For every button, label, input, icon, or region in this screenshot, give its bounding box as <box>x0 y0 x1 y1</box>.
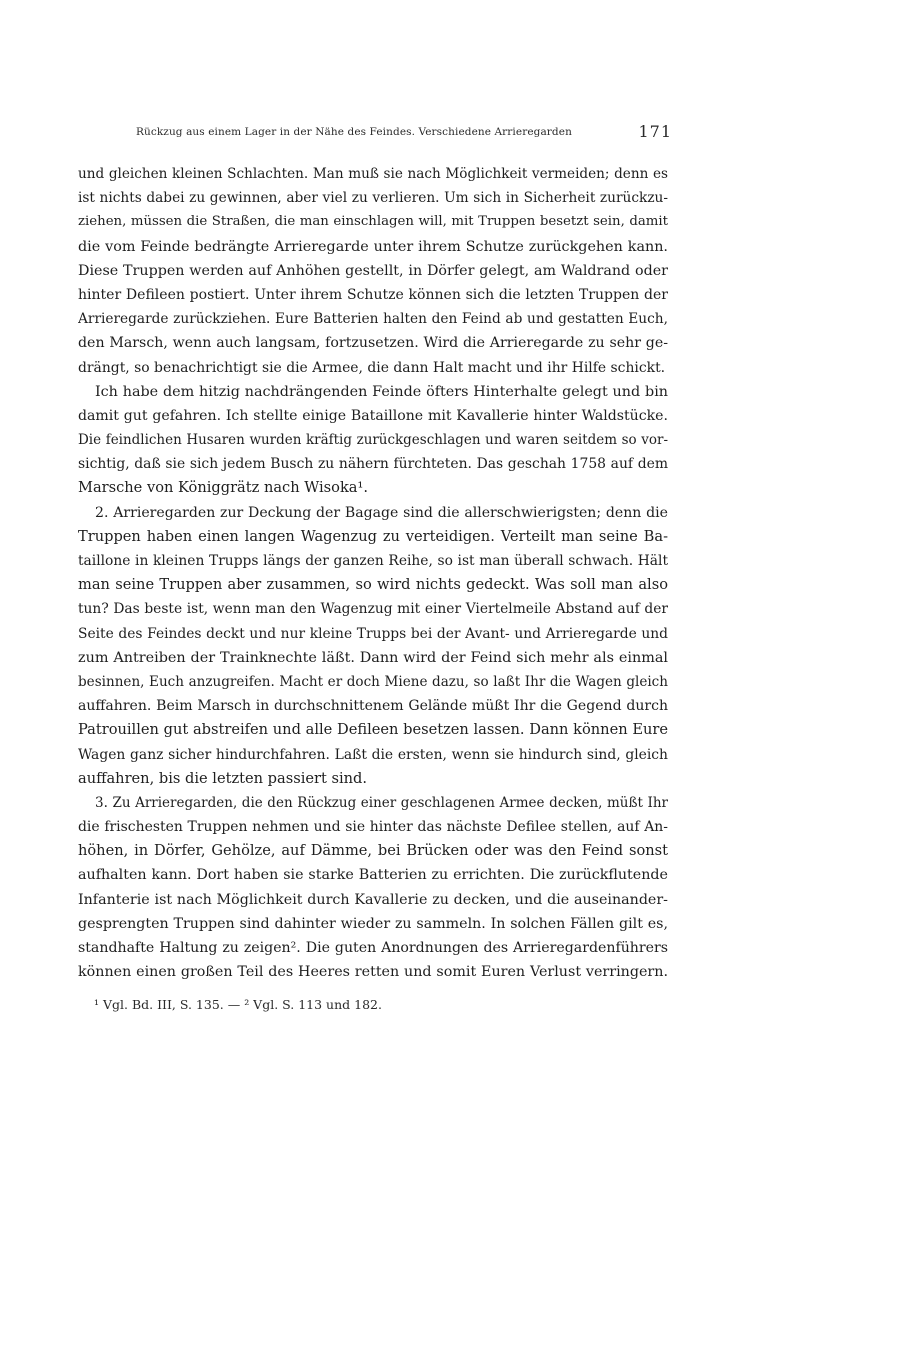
page-number: 171 <box>638 122 672 141</box>
text-line: ziehen, müssen die Straßen, die man einschlagen will, mit Truppen besetzt sein, damit <box>78 214 668 230</box>
text-line: ist nichts dabei zu gewinnen, aber viel zu verlieren. Um sich in Sicherheit zurückzu- <box>78 190 668 207</box>
text-line: auffahren. Beim Marsch in durchschnittenem Gelände müßt Ihr die Gegend durch <box>78 698 668 715</box>
text-line: können einen großen Teil des Heeres retten und somit Euren Verlust verringern. <box>78 964 668 981</box>
paragraph-start-line: 2. Arrieregarden zur Deckung der Bagage sind die allerschwierigsten; denn die <box>95 504 668 521</box>
text-line: Die feindlichen Husaren wurden kräftig zurückgeschlagen und waren seitdem so vor- <box>78 432 668 449</box>
text-line: tun? Das beste ist, wenn man den Wagenzug mit einer Viertelmeile Abstand auf der <box>78 601 668 618</box>
text-line: man seine Truppen aber zusammen, so wird nichts gedeckt. Was soll man also <box>78 576 668 594</box>
text-line: die frischesten Truppen nehmen und sie hinter das nächste Defilee stellen, auf An- <box>78 819 668 836</box>
text-line: Wagen ganz sicher hindurchfahren. Laßt die ersten, wenn sie hindurch sind, gleich <box>78 746 668 763</box>
text-line: und gleichen kleinen Schlachten. Man muß sie nach Möglichkeit vermeiden; denn es <box>78 166 668 182</box>
text-line: sichtig, daß sie sich jedem Busch zu nähern fürchteten. Das geschah 1758 auf dem <box>78 456 668 473</box>
text-line: Seite des Feindes deckt und nur kleine Trupps bei der Avant- und Arrieregarde und <box>78 625 668 642</box>
paragraph-start-line: Ich habe dem hitzig nachdrängenden Feinde öfters Hinterhalte gelegt und bin <box>95 383 668 400</box>
body-text <box>78 162 668 984</box>
text-line: Truppen haben einen langen Wagenzug zu verteidigen. Verteilt man seine Ba- <box>78 527 668 545</box>
text-line: die vom Feinde bedrängte Arrieregarde unter ihrem Schutze zurückgehen kann. <box>78 238 668 255</box>
paragraph-start-line: 3. Zu Arrieregarden, die den Rückzug einer geschlagenen Armee decken, müßt Ihr <box>95 794 668 811</box>
text-line: den Marsch, wenn auch langsam, fortzusetzen. Wird die Arrieregarde zu sehr ge- <box>78 335 668 352</box>
page-header <box>136 122 672 146</box>
footnotes: ¹ Vgl. Bd. III, S. 135. — ² Vgl. S. 113 und 182. <box>94 997 382 1012</box>
text-line: auffahren, bis die letzten passiert sind. <box>78 769 368 787</box>
text-line: standhafte Haltung zu zeigen². Die guten Anordnungen des Arrieregardenführers <box>78 940 668 956</box>
text-line: Marsche von Königgrätz nach Wisoka¹. <box>78 479 368 497</box>
text-line: Infanterie ist nach Möglichkeit durch Kavallerie zu decken, und die auseinander- <box>78 891 668 908</box>
text-line: besinnen, Euch anzugreifen. Macht er doch Miene dazu, so laßt Ihr die Wagen gleich <box>78 673 668 690</box>
text-line: taillone in kleinen Trupps längs der ganzen Reihe, so ist man überall schwach. Hält <box>78 553 668 569</box>
text-line: damit gut gefahren. Ich stellte einige Bataillone mit Kavallerie hinter Waldstücke. <box>78 407 668 424</box>
text-line: hinter Defileen postiert. Unter ihrem Schutze können sich die letzten Truppen der <box>78 286 668 303</box>
text-line: drängt, so benachrichtigt sie die Armee, die dann Halt macht und ihr Hilfe schickt. <box>78 359 666 376</box>
text-line: Diese Truppen werden auf Anhöhen gestellt, in Dörfer gelegt, am Waldrand oder <box>78 262 668 279</box>
text-line: Patrouillen gut abstreifen und alle Defileen besetzen lassen. Dann können Eure <box>78 721 668 739</box>
text-line: zum Antreiben der Trainknechte läßt. Dann wird der Feind sich mehr als einmal <box>78 649 668 666</box>
running-head: Rückzug aus einem Lager in der Nähe des Feindes. Verschiedene Arrieregarden <box>136 126 572 138</box>
text-line: Arrieregarde zurückziehen. Eure Batterien halten den Feind ab und gestatten Euch, <box>78 311 668 328</box>
text-line: höhen, in Dörfer, Gehölze, auf Dämme, bei Brücken oder was den Feind sonst <box>78 842 668 860</box>
text-line: gesprengten Truppen sind dahinter wieder zu sammeln. In solchen Fällen gilt es, <box>78 915 668 932</box>
text-line: aufhalten kann. Dort haben sie starke Batterien zu errichten. Die zurückflutende <box>78 867 668 884</box>
